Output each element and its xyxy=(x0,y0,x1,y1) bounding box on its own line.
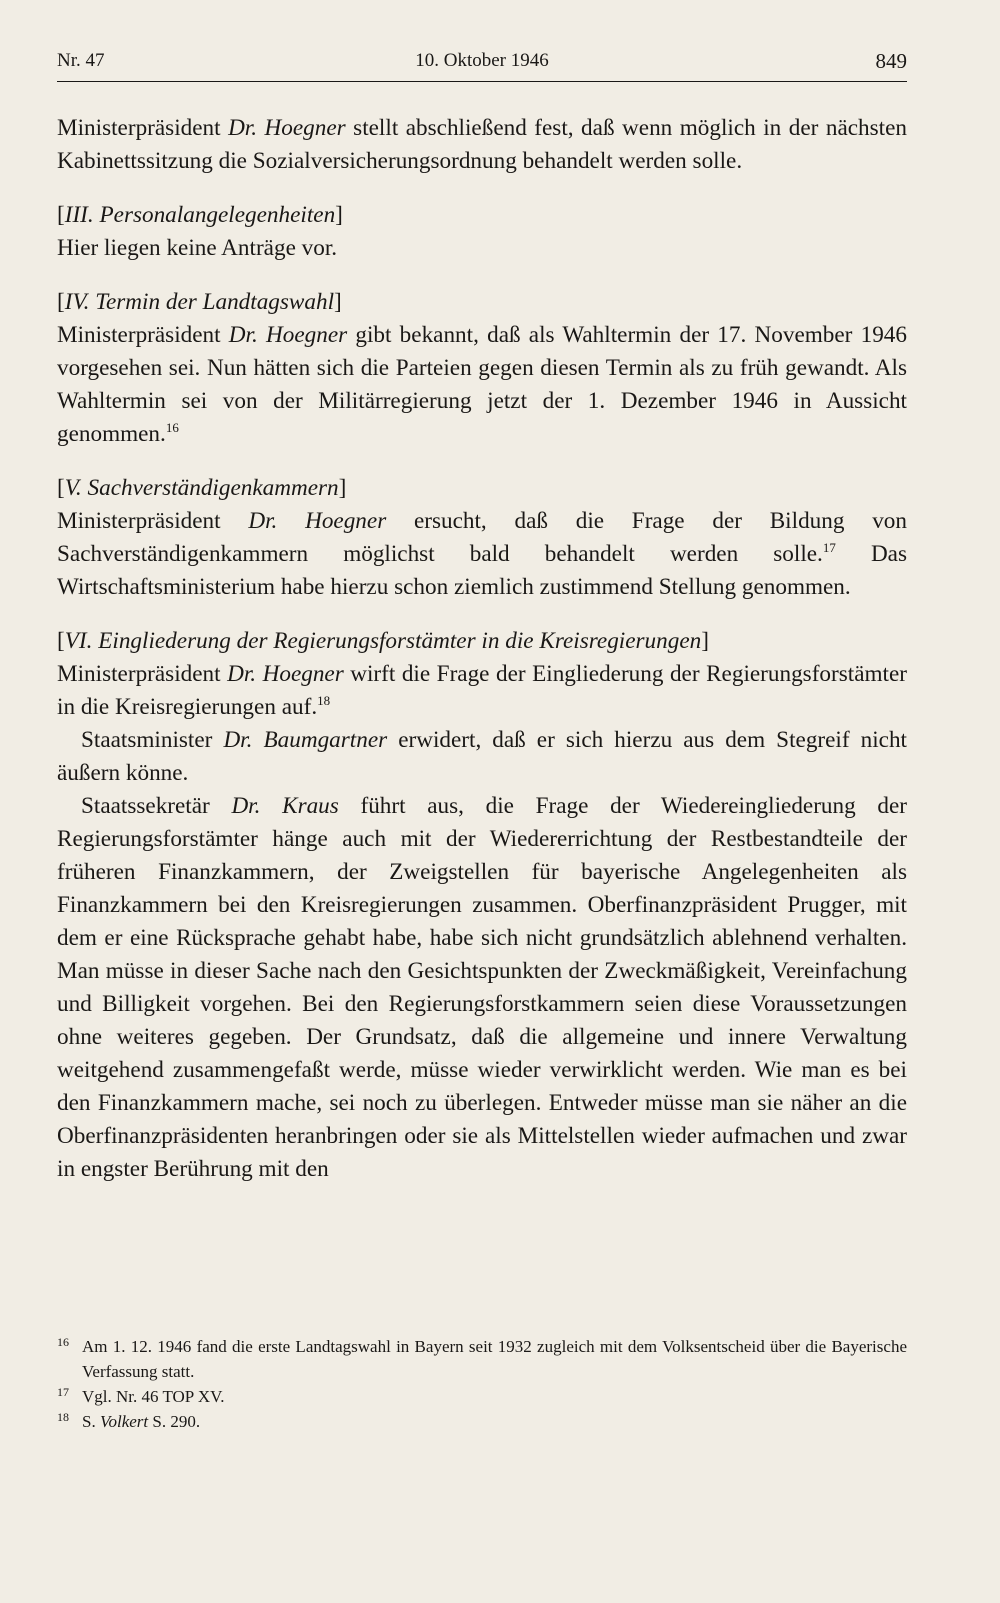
section-heading-4: [IV. Termin der Landtagswahl] xyxy=(57,289,342,315)
section-heading-3: [III. Personalangelegenheiten] xyxy=(57,202,343,228)
footnote-18 xyxy=(57,1409,907,1434)
footnote-ref-17[interactable]: 17 xyxy=(822,540,836,555)
paragraph-item-5: Ministerpräsident Dr. Hoegner ersucht, daß die Frage der Bildung von Sachverständigenkammern möglichst bald behandelt werden solle.$^{17}$ Das Wirtschaftsministerium habe hierzu schon ziemlich zustimmend Stellung genommen. xyxy=(57,508,907,600)
main-text xyxy=(57,112,907,1186)
footnote-number: 18 xyxy=(57,1410,69,1424)
paragraph-kraus: Staatssekretär Dr. Kraus führt aus, die Frage der Wiedereingliederung der Regierungsforstämter hänge auch mit der Wiedererrichtung der Restbestandteile der früheren Finanzkammern, der Zweigstellen für bayerische Angelegenheiten als Finanzkammern bei den Kreisregierungen zusammen. Oberfinanzpräsident Prugger, mit dem er eine Rücksprache gehabt habe, habe sich nicht grundsätzlich ablehnend verhalten. Man müsse in dieser Sache nach den Gesichtspunkten der Zweckmäßigkeit, Vereinfachung und Billigkeit vorgehen. Bei den Regierungsforstkammern seien diese Voraussetzungen ohne weiteres gegeben. Der Grundsatz, daß die allgemeine und innere Verwaltung weitgehend zusammengefaßt werde, müsse wieder verwirklicht werden. Wie man es bei den Finanzkammern mache, sei noch zu überlegen. Entweder müsse man sie näher an die Oberfinanzpräsidenten heranbringen oder sie als Mittelstellen wieder aufmachen und zwar in engster Berührung mit den xyxy=(57,793,907,1182)
page-number: 849 xyxy=(875,49,907,73)
paragraph-baumgartner: Staatsminister Dr. Baumgartner erwidert, daß er sich hierzu aus dem Stegreif nicht äußern könne. xyxy=(57,727,907,786)
header-date: 10. Oktober 1946 xyxy=(415,50,549,71)
footnote-number: 16 xyxy=(57,1335,69,1349)
footnote-text: Vgl. Nr. 46 TOP XV. xyxy=(82,1387,225,1406)
footnote-16 xyxy=(57,1334,907,1384)
footnote-text: S. Volkert S. 290. xyxy=(82,1412,201,1431)
footnote-ref-16[interactable]: 16 xyxy=(165,420,179,435)
section-heading-5: [V. Sachverständigenkammern] xyxy=(57,475,347,501)
footnotes xyxy=(57,1334,907,1434)
paragraph-item-3: Hier liegen keine Anträge vor. xyxy=(57,235,338,261)
paragraph-item-6: Ministerpräsident Dr. Hoegner wirft die Frage der Eingliederung der Regierungsforstämter in die Kreisregierungen auf.$^{18}$ xyxy=(57,661,907,720)
footnote-ref-18[interactable]: 18 xyxy=(317,693,331,708)
document-number: Nr. 47 xyxy=(57,50,105,71)
paragraph-closing-item-2: Ministerpräsident Dr. Hoegner stellt abschließend fest, daß wenn möglich in der nächsten Kabinettssitzung die Sozialversicherungsordnung behandelt werden solle. xyxy=(57,115,907,174)
section-heading-6: [VI. Eingliederung der Regierungsforstämter in die Kreisregierungen] xyxy=(57,628,709,654)
header-rule xyxy=(57,81,907,82)
paragraph-item-4: Ministerpräsident Dr. Hoegner gibt bekannt, daß als Wahltermin der 17. November 1946 vorgesehen sei. Nun hätten sich die Parteien gegen diesen Termin als zu früh gewandt. Als Wahltermin sei von der Militärregierung jetzt der 1. Dezember 1946 in Aussicht genommen.$^{16}$ xyxy=(57,322,907,447)
footnote-text: Am 1. 12. 1946 fand die erste Landtagswahl in Bayern seit 1932 zugleich mit dem Volksentscheid über die Bayerische Verfassung statt. xyxy=(82,1337,907,1381)
running-header xyxy=(57,48,907,78)
footnote-17 xyxy=(57,1384,907,1409)
footnote-number: 17 xyxy=(57,1385,69,1399)
